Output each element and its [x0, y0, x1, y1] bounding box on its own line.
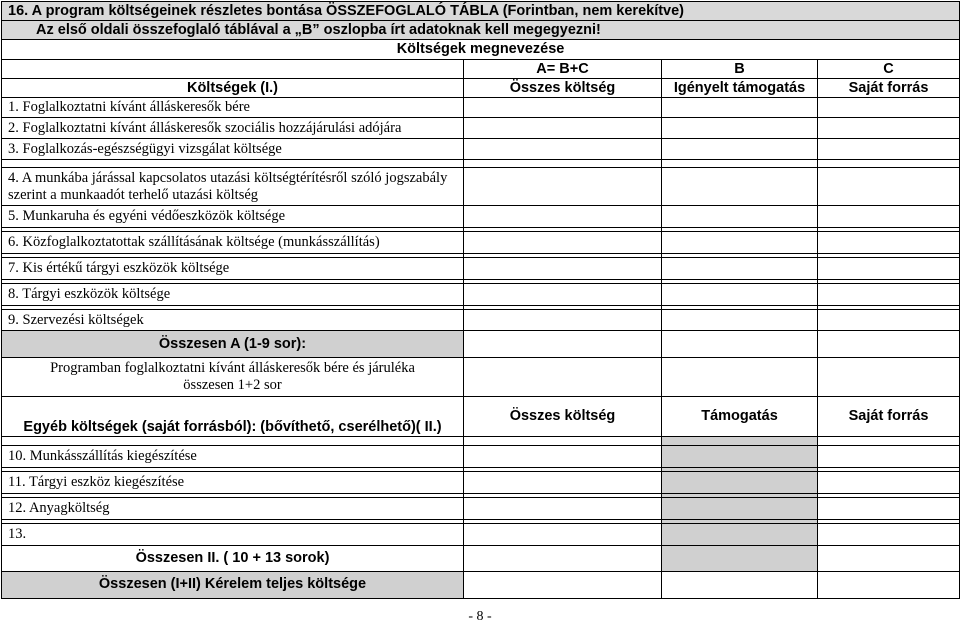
row-label: 3. Foglalkozás-egészségügyi vizsgálat költsége — [2, 139, 464, 160]
cell-a[interactable] — [464, 98, 662, 118]
col-b-header: Igényelt támogatás — [662, 79, 818, 98]
row-label: 9. Szervezési költségek — [2, 310, 464, 331]
table-row — [2, 310, 960, 331]
cell-a[interactable] — [464, 545, 662, 571]
section-ii-col-c: Saját forrás — [818, 397, 960, 437]
section-ii-label: Egyéb költségek (saját forrásból): (bővíthető, cserélhető)( II.) — [2, 419, 464, 437]
cell-a[interactable] — [464, 258, 662, 280]
section-ii-col-b: Támogatás — [662, 397, 818, 437]
cell-c[interactable] — [818, 545, 960, 571]
cell-b — [662, 523, 818, 545]
cell-c[interactable] — [818, 232, 960, 254]
col-c-header: Saját forrás — [818, 79, 960, 98]
table-row — [2, 445, 960, 467]
cell-c[interactable] — [818, 523, 960, 545]
section-i-label: Költségek (I.) — [2, 79, 464, 98]
cell-b[interactable] — [662, 118, 818, 139]
cell-b[interactable] — [662, 139, 818, 160]
cell-c[interactable] — [818, 139, 960, 160]
cell-c[interactable] — [818, 168, 960, 206]
cell-b[interactable] — [662, 232, 818, 254]
cell-a[interactable] — [464, 471, 662, 493]
row-label: 10. Munkásszállítás kiegészítése — [2, 445, 464, 467]
table-row — [2, 139, 960, 160]
cell-b[interactable] — [662, 331, 818, 358]
cell-c[interactable] — [818, 358, 960, 397]
cell-b[interactable] — [662, 571, 818, 598]
table-row — [2, 497, 960, 519]
cell-b[interactable] — [662, 258, 818, 280]
table-row — [2, 258, 960, 280]
cell-a[interactable] — [464, 118, 662, 139]
cell-c[interactable] — [818, 471, 960, 493]
cost-summary-table — [1, 1, 960, 599]
blank-cell — [2, 60, 464, 79]
row-label: 6. Közfoglalkoztatottak szállításának költsége (munkásszállítás) — [2, 232, 464, 254]
table-row — [2, 118, 960, 139]
row-label: 4. A munkába járással kapcsolatos utazási költségtérítésről szóló jogszabály szerint a munkaadót terhelő utazási költség — [2, 168, 464, 206]
cell-c[interactable] — [818, 258, 960, 280]
grand-total-row — [2, 571, 960, 598]
cell-c[interactable] — [818, 118, 960, 139]
cell-b — [662, 497, 818, 519]
section-ii-header-row — [2, 397, 960, 419]
cell-a[interactable] — [464, 571, 662, 598]
table-row — [2, 206, 960, 228]
row-label: 12. Anyagköltség — [2, 497, 464, 519]
cell-b[interactable] — [662, 284, 818, 306]
table-subtitle: Az első oldali összefoglaló táblával a „B” oszlopba írt adatoknak kell megegyezni! — [2, 21, 960, 40]
total-ii-row — [2, 545, 960, 571]
table-row — [2, 98, 960, 118]
cell-a[interactable] — [464, 523, 662, 545]
cell-b — [662, 471, 818, 493]
cell-a[interactable] — [464, 168, 662, 206]
row-label: 2. Foglalkoztatni kívánt álláskeresők szociális hozzájárulási adójára — [2, 118, 464, 139]
cell-a[interactable] — [464, 284, 662, 306]
row-label: 8. Tárgyi eszközök költsége — [2, 284, 464, 306]
col-a-header: Összes költség — [464, 79, 662, 98]
table-row — [2, 471, 960, 493]
cell-c[interactable] — [818, 98, 960, 118]
cell-b[interactable] — [662, 168, 818, 206]
cell-c[interactable] — [818, 571, 960, 598]
row-label: 5. Munkaruha és egyéni védőeszközök költsége — [2, 206, 464, 228]
total-a-row — [2, 331, 960, 358]
col-a-formula: A= B+C — [464, 60, 662, 79]
col-b-letter: B — [662, 60, 818, 79]
cell-b[interactable] — [662, 206, 818, 228]
cell-c[interactable] — [818, 206, 960, 228]
cell-c[interactable] — [818, 310, 960, 331]
cell-b[interactable] — [662, 358, 818, 397]
cell-b[interactable] — [662, 310, 818, 331]
table-row — [2, 168, 960, 206]
table-row — [2, 523, 960, 545]
col-c-letter: C — [818, 60, 960, 79]
total-ii-label: Összesen II. ( 10 + 13 sorok) — [2, 545, 464, 571]
cost-name-header: Költségek megnevezése — [2, 40, 960, 60]
row-label: 7. Kis értékű tárgyi eszközök költsége — [2, 258, 464, 280]
row-label: 13. — [2, 523, 464, 545]
cell-a[interactable] — [464, 139, 662, 160]
cell-a[interactable] — [464, 497, 662, 519]
cell-a[interactable] — [464, 310, 662, 331]
cell-a[interactable] — [464, 358, 662, 397]
total-a-label: Összesen A (1-9 sor): — [2, 331, 464, 358]
section-ii-col-a: Összes költség — [464, 397, 662, 437]
row-label: 1. Foglalkoztatni kívánt álláskeresők bére — [2, 98, 464, 118]
row-label: 11. Tárgyi eszköz kiegészítése — [2, 471, 464, 493]
table-title: 16. A program költségeinek részletes bontása ÖSSZEFOGLALÓ TÁBLA (Forintban, nem kerekítve) — [2, 2, 960, 21]
cell-a[interactable] — [464, 206, 662, 228]
blank-cell — [2, 397, 464, 419]
program-total-label: Programban foglalkoztatni kívánt álláskeresők bére és járuléka összesen 1+2 sor — [2, 358, 464, 397]
cell-b — [662, 545, 818, 571]
table-row — [2, 284, 960, 306]
cell-c[interactable] — [818, 497, 960, 519]
program-total-row — [2, 358, 960, 397]
cell-a[interactable] — [464, 232, 662, 254]
cell-c[interactable] — [818, 445, 960, 467]
cell-a[interactable] — [464, 331, 662, 358]
cell-b[interactable] — [662, 98, 818, 118]
cell-b — [662, 445, 818, 467]
page-number: - 8 - — [468, 609, 492, 624]
cell-a[interactable] — [464, 445, 662, 467]
grand-total-label: Összesen (I+II) Kérelem teljes költsége — [2, 571, 464, 598]
cell-c[interactable] — [818, 284, 960, 306]
table-row — [2, 232, 960, 254]
cell-c[interactable] — [818, 331, 960, 358]
